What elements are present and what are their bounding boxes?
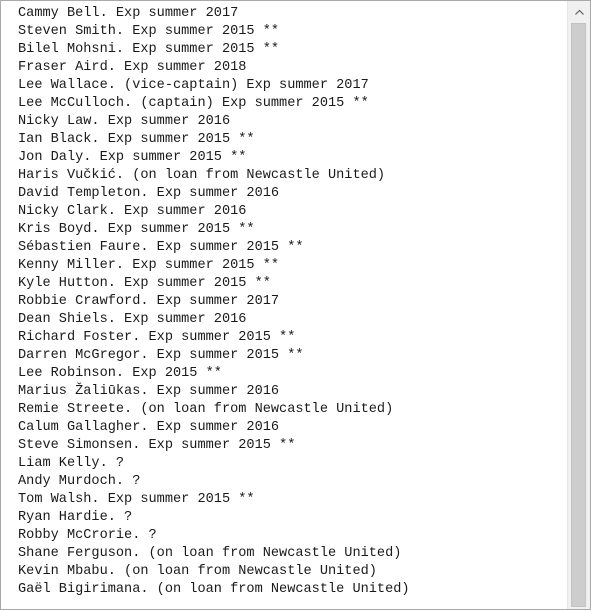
- text-line: Cammy Bell. Exp summer 2017: [18, 6, 239, 21]
- text-line: Calum Gallagher. Exp summer 2016: [18, 420, 280, 435]
- text-line: Nicky Law. Exp summer 2016: [18, 114, 231, 129]
- text-line: Shane Ferguson. (on loan from Newcastle United): [18, 546, 402, 561]
- scroll-up-button[interactable]: [570, 3, 588, 21]
- text-line: Dean Shiels. Exp summer 2016: [18, 312, 247, 327]
- text-line: Gaël Bigirimana. (on loan from Newcastle United): [18, 582, 410, 597]
- text-line: Fraser Aird. Exp summer 2018: [18, 60, 247, 75]
- text-line: Darren McGregor. Exp summer 2015 **: [18, 348, 304, 363]
- text-line: Lee Wallace. (vice-captain) Exp summer 2017: [18, 78, 369, 93]
- chevron-up-icon: [575, 9, 584, 15]
- text-line: Lee McCulloch. (captain) Exp summer 2015 **: [18, 96, 369, 111]
- text-line: Sébastien Faure. Exp summer 2015 **: [18, 240, 304, 255]
- text-line: Jon Daly. Exp summer 2015 **: [18, 150, 247, 165]
- text-line: Marius Žaliūkas. Exp summer 2016: [18, 384, 280, 399]
- text-line: Kris Boyd. Exp summer 2015 **: [18, 222, 255, 237]
- text-line: Ian Black. Exp summer 2015 **: [18, 132, 255, 147]
- text-line: Robbie Crawford. Exp summer 2017: [18, 294, 280, 309]
- text-line: Nicky Clark. Exp summer 2016: [18, 204, 247, 219]
- text-line: Kevin Mbabu. (on loan from Newcastle United): [18, 564, 377, 579]
- text-line: Bilel Mohsni. Exp summer 2015 **: [18, 42, 280, 57]
- vertical-scrollbar[interactable]: [567, 1, 590, 609]
- text-area[interactable]: [1, 1, 566, 609]
- text-line: Steven Smith. Exp summer 2015 **: [18, 24, 280, 39]
- text-line: Remie Streete. (on loan from Newcastle United): [18, 402, 394, 417]
- text-line: Robby McCrorie. ?: [18, 528, 157, 543]
- text-line: Kenny Miller. Exp summer 2015 **: [18, 258, 280, 273]
- text-line: Steve Simonsen. Exp summer 2015 **: [18, 438, 296, 453]
- scrollbar-thumb[interactable]: [571, 23, 586, 607]
- text-line: Tom Walsh. Exp summer 2015 **: [18, 492, 255, 507]
- text-line: David Templeton. Exp summer 2016: [18, 186, 280, 201]
- text-line: Liam Kelly. ?: [18, 456, 125, 471]
- text-line: Ryan Hardie. ?: [18, 510, 133, 525]
- text-line: Kyle Hutton. Exp summer 2015 **: [18, 276, 271, 291]
- text-line: Lee Robinson. Exp 2015 **: [18, 366, 222, 381]
- text-line: Haris Vučkić. (on loan from Newcastle United): [18, 168, 386, 183]
- text-line: Richard Foster. Exp summer 2015 **: [18, 330, 296, 345]
- text-line: Andy Murdoch. ?: [18, 474, 141, 489]
